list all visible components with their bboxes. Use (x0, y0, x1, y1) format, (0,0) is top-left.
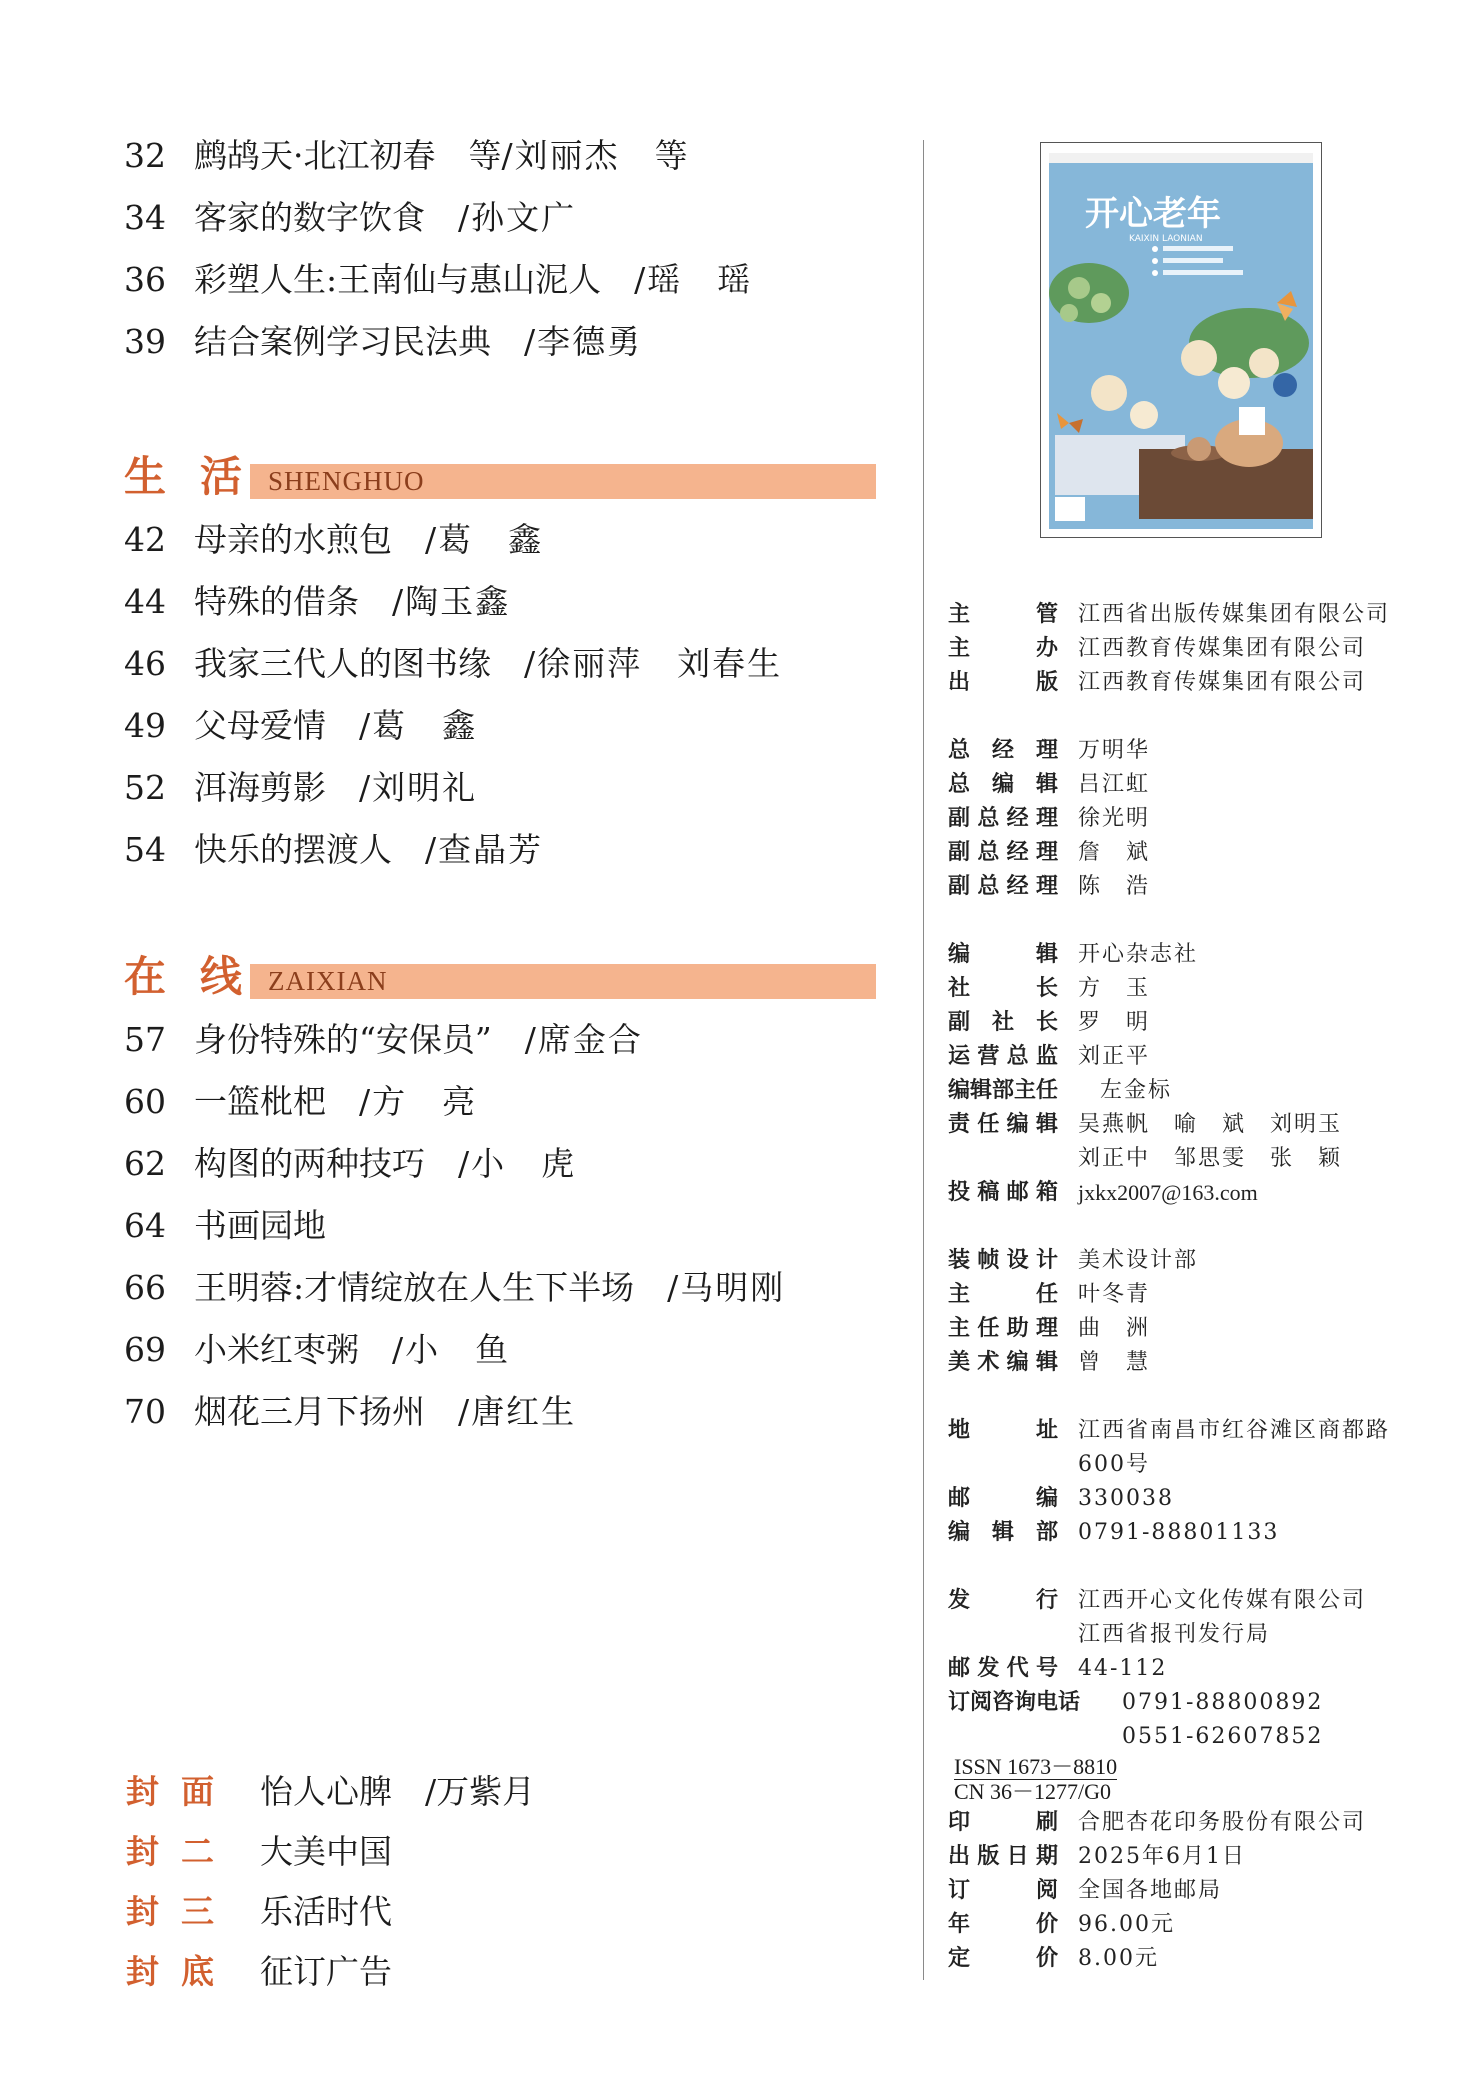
colophon-key: 邮编 (948, 1486, 1058, 1511)
toc-page: 66 (124, 1268, 166, 1307)
colophon-row (948, 632, 1468, 666)
toc-author: /徐丽萍 刘春生 (524, 644, 783, 683)
toc-page: 54 (124, 830, 166, 869)
colophon-row (948, 1806, 1468, 1840)
colophon-key: 总编辑 (948, 772, 1058, 797)
toc-author: /葛 鑫 (359, 706, 478, 745)
colophon-row (948, 1040, 1468, 1074)
toc-item[interactable] (124, 828, 884, 890)
toc-item[interactable] (124, 1204, 884, 1266)
colophon-value: 江西开心文化传媒有限公司 (1078, 1588, 1367, 1613)
colophon-key: 编辑部 (948, 1520, 1058, 1545)
subscription-phone-2: 0551-62607852 (1122, 1724, 1324, 1749)
toc-title: 快乐的摆渡人 (194, 830, 392, 869)
colophon-row (948, 1448, 1468, 1482)
toc-page: 57 (124, 1020, 166, 1059)
toc-title: 鹧鸪天·北江初春 等 (194, 136, 502, 175)
issn-number: ISSN 1673－8810 (954, 1754, 1118, 1779)
toc-title: 结合案例学习民法典 (194, 322, 491, 361)
cover-brand-pinyin: KAIXIN LAONIAN (1129, 234, 1203, 244)
colophon-value: 44-112 (1078, 1656, 1168, 1681)
toc-item[interactable] (124, 580, 884, 642)
colophon-key: 副总经理 (948, 874, 1058, 899)
colophon-key: 副总经理 (948, 840, 1058, 865)
toc-author: /刘明礼 (359, 768, 478, 807)
colophon-key: 年价 (948, 1912, 1058, 1937)
colophon-row (948, 1618, 1468, 1652)
colophon-row (948, 1482, 1468, 1516)
toc-title: 父母爱情 (194, 706, 326, 745)
cover-title: 征订广告 (260, 1952, 392, 1991)
colophon-value: 方 玉 (1078, 976, 1151, 1001)
toc-item[interactable] (124, 1018, 884, 1080)
colophon-key: 主办 (948, 636, 1058, 661)
colophon-value: 96.00元 (1078, 1912, 1175, 1937)
colophon-value: 江西省南昌市红谷滩区商都路 (1078, 1418, 1391, 1443)
toc-item[interactable] (124, 258, 884, 320)
colophon-row (948, 1584, 1468, 1618)
colophon-value: 330038 (1078, 1486, 1174, 1511)
toc-item[interactable] (124, 642, 884, 704)
colophon-value: 江西省报刊发行局 (1078, 1622, 1271, 1647)
colophon-value: 詹 斌 (1078, 840, 1151, 865)
section-header-zaixian (124, 952, 876, 1002)
colophon-value: 8.00元 (1078, 1946, 1159, 1971)
colophon-value: 0791-88801133 (1078, 1520, 1280, 1545)
cover-art-svg (1049, 153, 1313, 529)
toc-title: 身份特殊的“安保员” (194, 1020, 492, 1059)
colophon-row (948, 836, 1468, 870)
colophon-row (948, 666, 1468, 700)
toc-item[interactable] (124, 196, 884, 258)
toc-title: 构图的两种技巧 (194, 1144, 425, 1183)
section-title: 在线 (124, 952, 277, 1001)
colophon-row (948, 1720, 1468, 1754)
toc-title: 一篮枇杷 (194, 1082, 326, 1121)
toc-item[interactable] (124, 1328, 884, 1390)
colophon-value: 万明华 (1078, 738, 1151, 763)
colophon-row (948, 938, 1468, 972)
colophon-key: 印刷 (948, 1810, 1058, 1835)
colophon-value: 江西教育传媒集团有限公司 (1078, 636, 1367, 661)
colophon-row (948, 1840, 1468, 1874)
colophon-row (948, 1244, 1468, 1278)
section-title: 生活 (124, 452, 277, 501)
toc-author: /小 虎 (458, 1144, 577, 1183)
colophon-row (948, 1686, 1468, 1720)
toc-title: 王明蓉:才情绽放在人生下半场 (194, 1268, 635, 1307)
toc-page: 64 (124, 1206, 166, 1245)
colophon-key: 定价 (948, 1946, 1058, 1971)
toc-page: 39 (124, 322, 166, 361)
submission-email[interactable]: jxkx2007@163.com (1078, 1180, 1258, 1205)
subscription-phone-1: 0791-88800892 (1122, 1690, 1324, 1715)
toc-shenghuo-list (124, 518, 884, 890)
colophon-row (948, 1346, 1468, 1380)
toc-page: 70 (124, 1392, 166, 1431)
colophon-value: 徐光明 (1078, 806, 1151, 831)
toc-page: 52 (124, 768, 166, 807)
colophon-row (948, 1908, 1468, 1942)
colophon-row (948, 768, 1468, 802)
toc-title: 客家的数字饮食 (194, 198, 425, 237)
toc-author: /方 亮 (359, 1082, 478, 1121)
cover-label: 封三 (126, 1892, 236, 1931)
toc-title: 特殊的借条 (194, 582, 359, 621)
colophon-row (948, 1074, 1468, 1108)
colophon-row (948, 598, 1468, 632)
magazine-cover-thumbnail[interactable] (1040, 142, 1322, 538)
colophon-value: 江西省出版传媒集团有限公司 (1078, 602, 1391, 627)
colophon-key: 出版 (948, 670, 1058, 695)
toc-title: 我家三代人的图书缘 (194, 644, 491, 683)
section-pinyin: SHENGHUO (268, 466, 425, 496)
colophon-row (948, 1414, 1468, 1448)
toc-author: /陶玉鑫 (392, 582, 511, 621)
colophon-key: 副总经理 (948, 806, 1058, 831)
cover-illustration (1049, 153, 1313, 529)
colophon-value: 刘正中 邹思雯 张 颖 (1078, 1146, 1343, 1171)
colophon-value: 左金标 (1100, 1078, 1173, 1103)
issn-block (948, 1754, 1468, 1806)
colophon-row (948, 1142, 1468, 1176)
colophon-key: 主任 (948, 1282, 1058, 1307)
colophon-key: 发行 (948, 1588, 1058, 1613)
toc-author: /席金合 (524, 1020, 643, 1059)
colophon (948, 598, 1468, 1976)
cover-label: 封面 (126, 1772, 236, 1811)
toc-title: 小米红枣粥 (194, 1330, 359, 1369)
toc-author: /瑶 瑶 (634, 260, 753, 299)
cover-title: 怡人心脾 (260, 1772, 392, 1811)
colophon-value: 全国各地邮局 (1078, 1878, 1223, 1903)
colophon-row (948, 1278, 1468, 1312)
toc-page: 32 (124, 136, 166, 175)
toc-author: /唐红生 (458, 1392, 577, 1431)
toc-page: 44 (124, 582, 166, 621)
cover-label: 封底 (126, 1952, 236, 1991)
colophon-value: 美术设计部 (1078, 1248, 1199, 1273)
colophon-row (948, 734, 1468, 768)
toc-title: 洱海剪影 (194, 768, 326, 807)
colophon-key: 主管 (948, 602, 1058, 627)
cover-brand: 开心老年 (1085, 194, 1221, 234)
toc-page: 49 (124, 706, 166, 745)
colophon-key: 订阅 (948, 1878, 1058, 1903)
section-header-shenghuo (124, 452, 876, 502)
colophon-key: 总经理 (948, 738, 1058, 763)
colophon-key: 编辑部主任 (948, 1078, 1059, 1103)
colophon-key: 美术编辑 (948, 1350, 1058, 1375)
colophon-row (948, 1874, 1468, 1908)
column-divider (923, 140, 924, 1980)
colophon-key: 运营总监 (948, 1044, 1058, 1069)
colophon-key: 装帧设计 (948, 1248, 1058, 1273)
colophon-key: 社长 (948, 976, 1058, 1001)
colophon-key: 编辑 (948, 942, 1058, 967)
toc-author: /葛 鑫 (425, 520, 544, 559)
toc-item[interactable] (124, 1390, 884, 1452)
toc-item[interactable] (124, 1142, 884, 1204)
colophon-key: 订阅咨询电话 (948, 1690, 1081, 1715)
toc-title: 母亲的水煎包 (194, 520, 392, 559)
section-pinyin: ZAIXIAN (268, 966, 388, 996)
colophon-value: 曾 慧 (1078, 1350, 1151, 1375)
toc-author: /李德勇 (524, 322, 643, 361)
colophon-row (948, 1006, 1468, 1040)
toc-author: /马明刚 (667, 1268, 786, 1307)
colophon-value: 合肥杏花印务股份有限公司 (1078, 1810, 1367, 1835)
colophon-key: 主任助理 (948, 1316, 1058, 1341)
colophon-value: 罗 明 (1078, 1010, 1151, 1035)
toc-title: 烟花三月下扬州 (194, 1392, 425, 1431)
colophon-row (948, 1652, 1468, 1686)
cover-author: /万紫月 (425, 1772, 536, 1811)
colophon-row (948, 1312, 1468, 1346)
colophon-row (948, 1516, 1468, 1550)
toc-page: 36 (124, 260, 166, 299)
toc-item[interactable] (124, 1080, 884, 1142)
toc-page: 34 (124, 198, 166, 237)
colophon-value: 陈 浩 (1078, 874, 1151, 899)
toc-author: /刘丽杰 等 (501, 136, 690, 175)
toc-item[interactable] (124, 704, 884, 766)
cover-label: 封二 (126, 1832, 236, 1871)
colophon-value: 叶冬青 (1078, 1282, 1151, 1307)
colophon-row (948, 1108, 1468, 1142)
toc-author: /查晶芳 (425, 830, 544, 869)
toc-page: 62 (124, 1144, 166, 1183)
colophon-value: 江西教育传媒集团有限公司 (1078, 670, 1367, 695)
toc-item[interactable] (124, 134, 884, 196)
colophon-value: 600号 (1078, 1452, 1150, 1477)
colophon-key: 投稿邮箱 (948, 1180, 1058, 1205)
colophon-row (948, 1942, 1468, 1976)
toc-author: /孙文广 (458, 198, 577, 237)
toc-top-list (124, 134, 884, 382)
colophon-value: 开心杂志社 (1078, 942, 1199, 967)
toc-author: /小 鱼 (392, 1330, 511, 1369)
colophon-key: 邮发代号 (948, 1656, 1058, 1681)
colophon-value: 2025年6月1日 (1078, 1844, 1246, 1869)
toc-page: 42 (124, 520, 166, 559)
cn-number: CN 36－1277/G0 (954, 1779, 1112, 1804)
cover-title: 乐活时代 (260, 1892, 392, 1931)
colophon-key: 责任编辑 (948, 1112, 1058, 1137)
colophon-key: 副社长 (948, 1010, 1058, 1035)
colophon-row (948, 1176, 1468, 1210)
colophon-key: 出版日期 (948, 1844, 1058, 1869)
toc-zaixian-list (124, 1018, 884, 1452)
colophon-value: 曲 洲 (1078, 1316, 1151, 1341)
colophon-row (948, 972, 1468, 1006)
colophon-row (948, 870, 1468, 904)
toc-item[interactable] (124, 1266, 884, 1328)
toc-page: 60 (124, 1082, 166, 1121)
toc-item[interactable] (124, 320, 884, 382)
colophon-key: 地址 (948, 1418, 1058, 1443)
cover-title: 大美中国 (260, 1832, 392, 1871)
colophon-value: 吴燕帆 喻 斌 刘明玉 (1078, 1112, 1343, 1137)
toc-title: 书画园地 (194, 1206, 326, 1245)
colophon-value: 吕江虹 (1078, 772, 1151, 797)
toc-item[interactable] (124, 766, 884, 828)
toc-item[interactable] (124, 518, 884, 580)
colophon-row (948, 802, 1468, 836)
toc-page: 46 (124, 644, 166, 683)
colophon-value: 刘正平 (1078, 1044, 1151, 1069)
toc-page: 69 (124, 1330, 166, 1369)
toc-title: 彩塑人生:王南仙与惠山泥人 (194, 260, 602, 299)
